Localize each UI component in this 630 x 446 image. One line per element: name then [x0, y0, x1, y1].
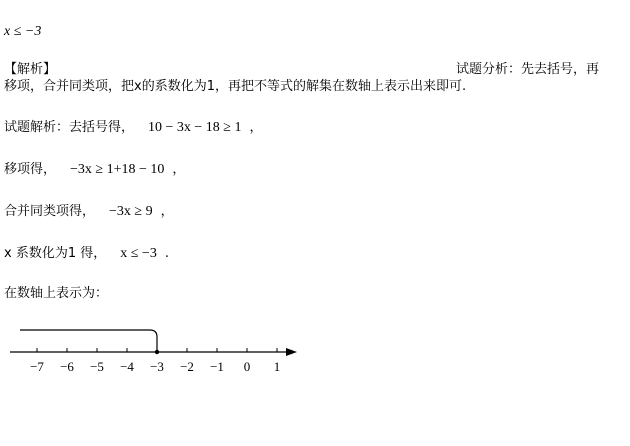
step-row: [4, 162, 185, 178]
step-row: [4, 246, 169, 262]
step-label: 试题解析：去括号得，: [4, 120, 135, 135]
step-expression: −3x ≥ 1+18 − 10: [70, 162, 165, 177]
answer-text: x ≤ −3: [4, 24, 42, 39]
analysis-heading: 【解析】: [4, 62, 57, 77]
number-line-tick-label: −2: [180, 359, 194, 374]
number-line: [0, 322, 320, 392]
step-tail: ，: [160, 204, 174, 219]
number-line-tick-label: −6: [60, 359, 74, 374]
number-line-tick-label: −1: [210, 359, 224, 374]
step-label: x 系数化为1 得，: [4, 246, 107, 261]
number-line-tick-label: −5: [90, 359, 104, 374]
step-label: 合并同类项得，: [4, 204, 96, 219]
number-line-tick-label: −7: [30, 359, 44, 374]
analysis-intro-line2: 移项，合并同类项，把x的系数化为1，再把不等式的解集在数轴上表示出来即可.: [4, 79, 467, 94]
step-label: 移项得，: [4, 162, 57, 177]
number-line-tick-label: 1: [273, 359, 281, 374]
step-expression: 10 − 3x − 18 ≥ 1: [148, 120, 242, 135]
number-line-tick-label: −3: [150, 359, 164, 374]
step-row: [4, 204, 174, 220]
step-tail: ，: [172, 162, 186, 177]
number-line-tick-label: −4: [120, 359, 134, 374]
step-tail: .: [164, 246, 169, 261]
analysis-intro-line1: 试题分析：先去括号，再: [456, 62, 600, 77]
step-expression: −3x ≥ 9: [109, 204, 153, 219]
step-tail: ，: [249, 120, 263, 135]
step-expression: x ≤ −3: [120, 246, 157, 261]
number-line-arrowhead: [286, 348, 297, 356]
solution-set-arc: [20, 330, 157, 352]
number-line-tick-label: 0: [243, 359, 251, 374]
step-row: [4, 120, 263, 136]
number-line-caption: 在数轴上表示为：: [4, 286, 109, 301]
